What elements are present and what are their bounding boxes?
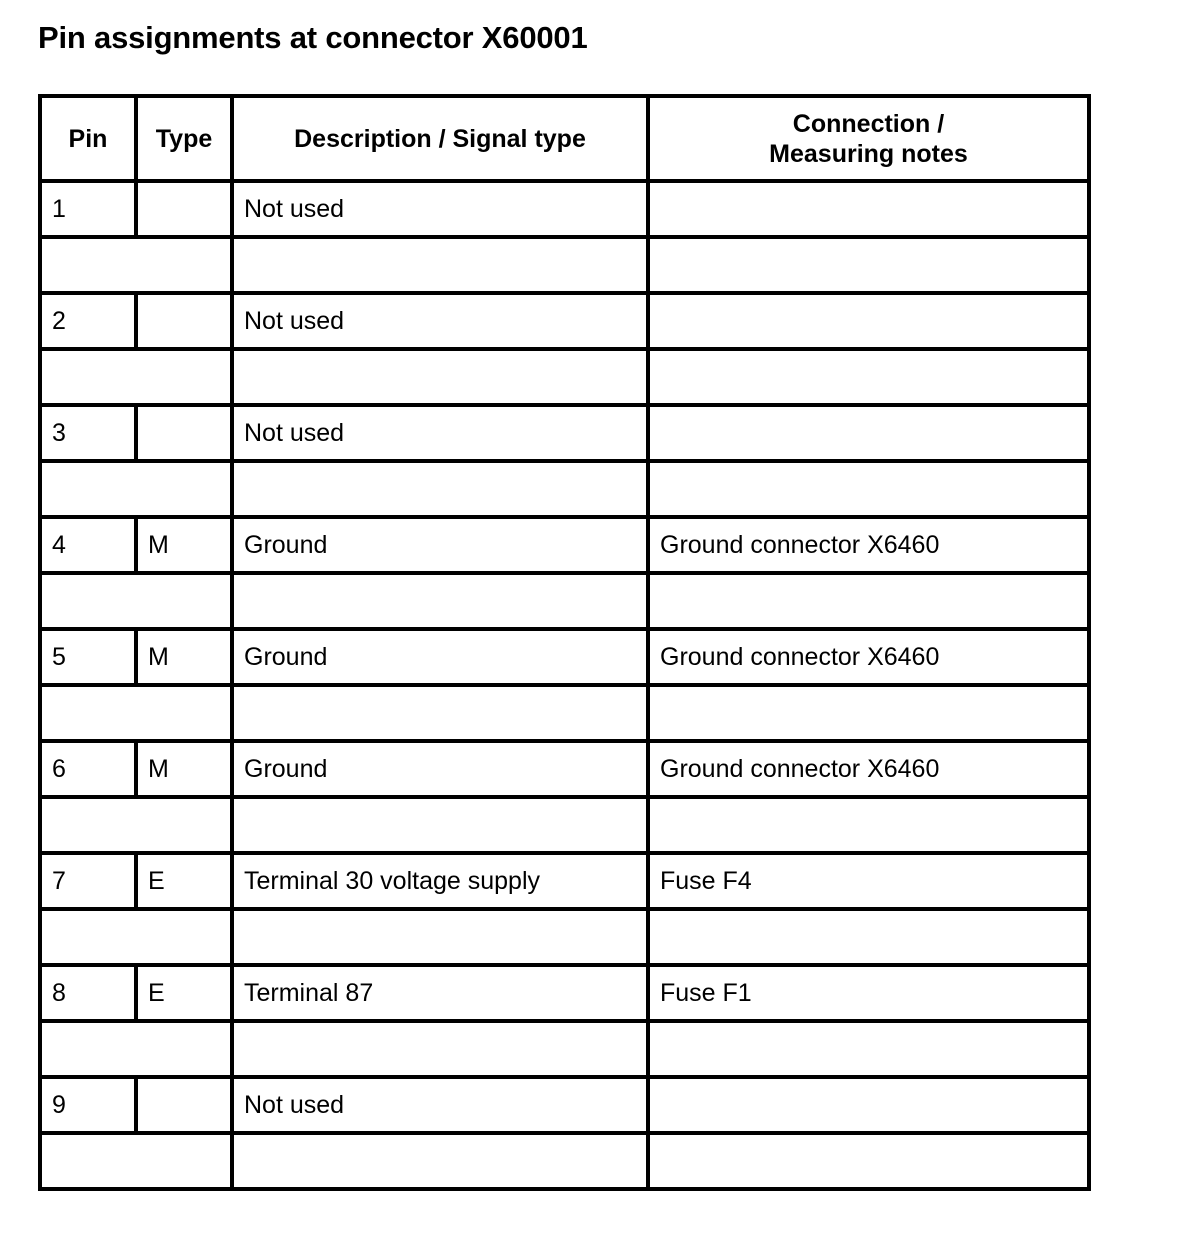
connection-cell	[648, 1077, 1089, 1133]
header-connection-line1: Connection /	[792, 109, 945, 138]
spacer-cell	[40, 573, 232, 629]
pin-cell: 2	[40, 293, 136, 349]
header-connection	[648, 96, 1089, 181]
description-cell: Ground	[232, 629, 648, 685]
header-type: Type	[136, 96, 232, 181]
pin-cell: 1	[40, 181, 136, 237]
header-connection-line2: Measuring notes	[769, 139, 968, 168]
table-row	[40, 965, 1089, 1021]
table-row	[40, 1077, 1089, 1133]
pin-cell: 7	[40, 853, 136, 909]
page-title: Pin assignments at connector X60001	[38, 20, 588, 55]
pin-cell: 8	[40, 965, 136, 1021]
spacer-cell	[40, 461, 232, 517]
connection-cell	[648, 293, 1089, 349]
spacer-cell	[648, 797, 1089, 853]
spacer-row	[40, 461, 1089, 517]
spacer-cell	[40, 909, 232, 965]
spacer-cell	[232, 237, 648, 293]
table-row	[40, 405, 1089, 461]
table-row	[40, 181, 1089, 237]
pin-cell: 3	[40, 405, 136, 461]
spacer-cell	[648, 349, 1089, 405]
description-cell: Not used	[232, 405, 648, 461]
type-cell	[136, 405, 232, 461]
description-cell: Terminal 87	[232, 965, 648, 1021]
spacer-cell	[648, 573, 1089, 629]
spacer-cell	[232, 349, 648, 405]
description-cell: Ground	[232, 517, 648, 573]
table-row	[40, 293, 1089, 349]
spacer-row	[40, 909, 1089, 965]
spacer-cell	[648, 1021, 1089, 1077]
spacer-row	[40, 1133, 1089, 1189]
pin-cell: 9	[40, 1077, 136, 1133]
spacer-cell	[40, 685, 232, 741]
spacer-cell	[232, 685, 648, 741]
type-cell: M	[136, 629, 232, 685]
description-cell: Terminal 30 voltage supply	[232, 853, 648, 909]
table-row	[40, 629, 1089, 685]
spacer-cell	[232, 1133, 648, 1189]
spacer-cell	[232, 461, 648, 517]
connection-cell	[648, 405, 1089, 461]
connection-cell	[648, 181, 1089, 237]
header-pin: Pin	[40, 96, 136, 181]
type-cell: E	[136, 853, 232, 909]
table-row	[40, 517, 1089, 573]
spacer-cell	[648, 685, 1089, 741]
spacer-cell	[232, 1021, 648, 1077]
spacer-cell	[232, 909, 648, 965]
header-description: Description / Signal type	[232, 96, 648, 181]
spacer-cell	[232, 797, 648, 853]
connection-cell: Fuse F4	[648, 853, 1089, 909]
description-cell: Not used	[232, 181, 648, 237]
spacer-cell	[40, 797, 232, 853]
spacer-row	[40, 1021, 1089, 1077]
spacer-row	[40, 573, 1089, 629]
pin-cell: 5	[40, 629, 136, 685]
description-cell: Not used	[232, 293, 648, 349]
spacer-row	[40, 797, 1089, 853]
type-cell: M	[136, 741, 232, 797]
table-row	[40, 741, 1089, 797]
spacer-cell	[648, 461, 1089, 517]
pin-assignment-table	[38, 94, 1091, 1191]
connection-cell: Ground connector X6460	[648, 741, 1089, 797]
description-cell: Not used	[232, 1077, 648, 1133]
spacer-cell	[648, 1133, 1089, 1189]
spacer-cell	[40, 1021, 232, 1077]
connection-cell: Fuse F1	[648, 965, 1089, 1021]
type-cell	[136, 1077, 232, 1133]
table-row	[40, 853, 1089, 909]
spacer-cell	[648, 237, 1089, 293]
spacer-row	[40, 685, 1089, 741]
spacer-row	[40, 237, 1089, 293]
spacer-cell	[648, 909, 1089, 965]
pin-cell: 6	[40, 741, 136, 797]
pin-cell: 4	[40, 517, 136, 573]
type-cell: E	[136, 965, 232, 1021]
connection-cell: Ground connector X6460	[648, 517, 1089, 573]
spacer-cell	[232, 573, 648, 629]
type-cell	[136, 181, 232, 237]
type-cell	[136, 293, 232, 349]
connection-cell: Ground connector X6460	[648, 629, 1089, 685]
spacer-row	[40, 349, 1089, 405]
type-cell: M	[136, 517, 232, 573]
spacer-cell	[40, 1133, 232, 1189]
table-header-row	[40, 96, 1089, 181]
spacer-cell	[40, 349, 232, 405]
spacer-cell	[40, 237, 232, 293]
description-cell: Ground	[232, 741, 648, 797]
